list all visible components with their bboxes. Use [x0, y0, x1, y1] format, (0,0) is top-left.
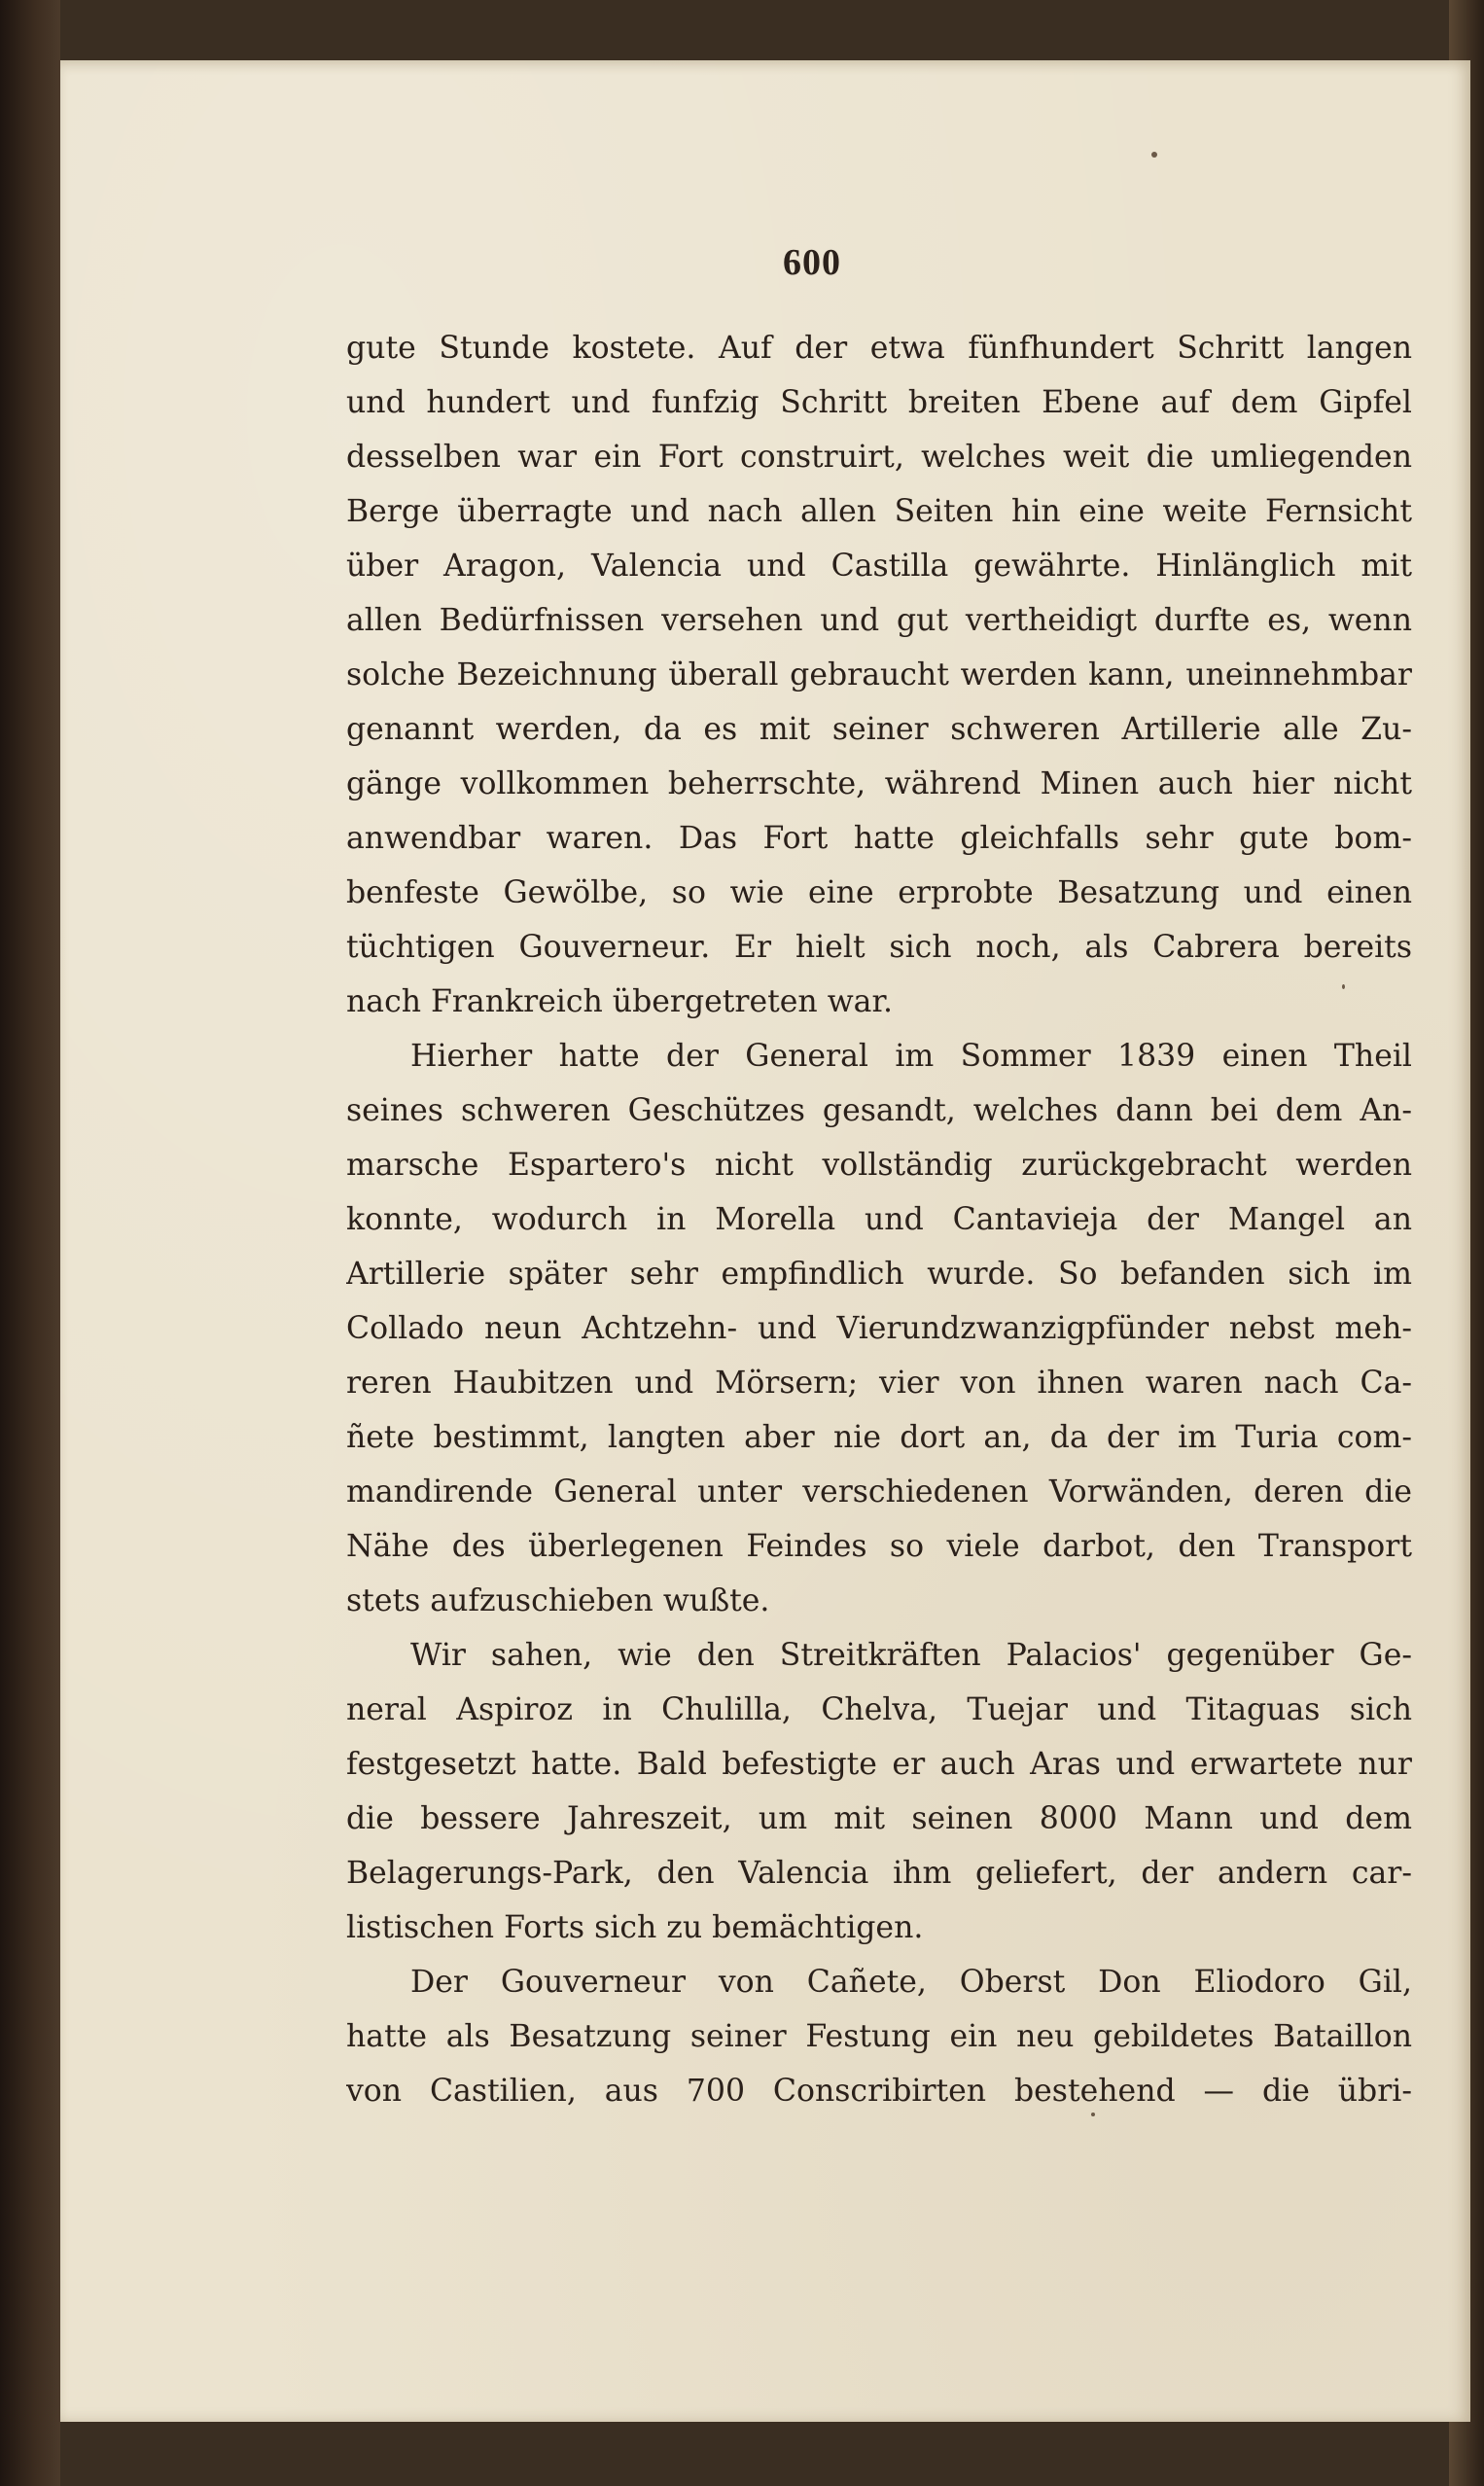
text-line: Berge überragte und nach allen Seiten hin eine weite Fernsicht [346, 494, 1412, 529]
text-line: und hundert und funfzig Schritt breiten Ebene auf dem Gipfel [346, 385, 1412, 420]
text-line: gänge vollkommen beherrschte, während Minen auch hier nicht [346, 766, 1412, 801]
text-line: mandirende General unter verschiedenen Vorwänden, deren die [346, 1474, 1412, 1509]
text-line: die bessere Jahreszeit, um mit seinen 8000 Mann und dem [346, 1801, 1412, 1836]
text-line: genannt werden, da es mit seiner schweren Artillerie alle Zu- [346, 712, 1412, 747]
text-line: Nähe des überlegenen Feindes so viele darbot, den Transport [346, 1529, 1412, 1564]
paper-speck [1151, 152, 1157, 158]
scan-background-left [0, 0, 60, 2486]
text-line: stets aufzuschieben wußte. [346, 1583, 770, 1618]
text-line: marsche Espartero's nicht vollständig zurückgebracht werden [346, 1148, 1412, 1183]
text-line: desselben war ein Fort construirt, welches weit die umliegenden [346, 440, 1412, 475]
page-number: 600 [783, 242, 841, 283]
text-line: seines schweren Geschützes gesandt, welches dann bei dem An- [346, 1093, 1412, 1128]
text-line: listischen Forts sich zu bemächtigen. [346, 1910, 924, 1945]
body-text [346, 321, 1412, 2118]
text-line: Collado neun Achtzehn- und Vierundzwanzigpfünder nebst meh- [346, 1311, 1412, 1346]
text-line: neral Aspiroz in Chulilla, Chelva, Tuejar und Titaguas sich [346, 1692, 1412, 1727]
text-line: Artillerie später sehr empfindlich wurde. So befanden sich im [346, 1257, 1412, 1292]
text-line: festgesetzt hatte. Bald befestigte er auch Aras und erwartete nur [346, 1747, 1412, 1782]
text-line: nach Frankreich übergetreten war. [346, 984, 894, 1019]
text-line: reren Haubitzen und Mörsern; vier von ihnen waren nach Ca- [346, 1366, 1412, 1401]
text-line: benfeste Gewölbe, so wie eine erprobte Besatzung und einen [346, 875, 1412, 910]
text-line: anwendbar waren. Das Fort hatte gleichfalls sehr gute bom- [346, 821, 1412, 856]
text-line: konnte, wodurch in Morella und Cantavieja der Mangel an [346, 1202, 1412, 1237]
text-line: solche Bezeichnung überall gebraucht werden kann, uneinnehmbar [346, 657, 1412, 693]
text-line: ñete bestimmt, langten aber nie dort an, da der im Turia com- [346, 1420, 1412, 1455]
text-line: allen Bedürfnissen versehen und gut vertheidigt durfte es, wenn [346, 603, 1412, 638]
text-line: tüchtigen Gouverneur. Er hielt sich noch, als Cabrera bereits [346, 930, 1412, 965]
text-line: über Aragon, Valencia und Castilla gewährte. Hinlänglich mit [346, 549, 1412, 584]
text-line: gute Stunde kostete. Auf der etwa fünfhundert Schritt langen [346, 331, 1412, 366]
text-line: Wir sahen, wie den Streitkräften Palacios' gegenüber Ge- [410, 1638, 1412, 1673]
text-line: von Castilien, aus 700 Conscribirten bestehend — die übri- [346, 2074, 1412, 2109]
text-line: hatte als Besatzung seiner Festung ein neu gebildetes Bataillon [346, 2019, 1412, 2054]
text-line: Der Gouverneur von Cañete, Oberst Don Eliodoro Gil, [410, 1965, 1412, 2000]
text-line: Hierher hatte der General im Sommer 1839 einen Theil [410, 1039, 1412, 1074]
text-line: Belagerungs-Park, den Valencia ihm geliefert, der andern car- [346, 1856, 1412, 1891]
